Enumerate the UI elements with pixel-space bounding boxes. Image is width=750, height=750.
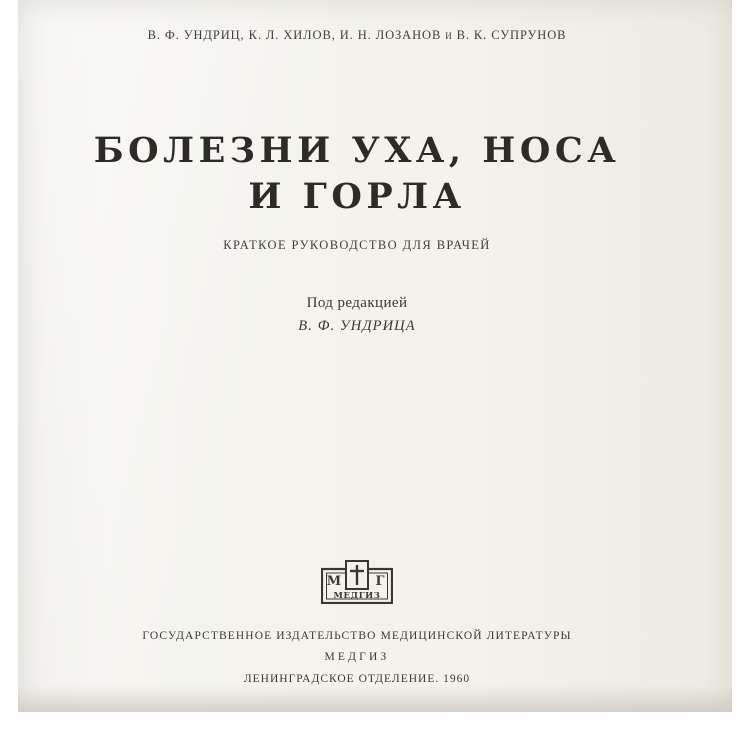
editor-label: Под редакцией [306, 295, 408, 311]
imprint-publisher-short: МЕДГИЗ [324, 651, 390, 664]
imprint-publisher: ГОСУДАРСТВЕННОЕ ИЗДАТЕЛЬСТВО МЕДИЦИНСКОЙ ЛИТЕРАТУРЫ [142, 630, 572, 642]
editor-block [0, 292, 714, 338]
editor-name: В. Ф. УНДРИЦА [298, 318, 416, 335]
book-title-line-1: БОЛЕЗНИ УХА, НОСА [93, 130, 621, 171]
book-title-line-2: И ГОРЛА [248, 176, 466, 218]
book-subtitle: КРАТКОЕ РУКОВОДСТВО ДЛЯ ВРАЧЕЙ [223, 238, 491, 252]
svg-text:Г: Г [375, 574, 385, 589]
page-bottom-margin [0, 712, 750, 750]
imprint-block [0, 626, 714, 690]
svg-text:МЕДГИЗ: МЕДГИЗ [333, 591, 381, 601]
svg-text:М: М [326, 574, 342, 589]
authors-line: В. Ф. УНДРИЦ, К. Л. ХИЛОВ, И. Н. ЛОЗАНОВ и В. К. СУПРУНОВ [147, 28, 567, 42]
book-title [0, 128, 714, 220]
medgiz-publisher-logo-icon [321, 560, 393, 604]
imprint-branch-year: ЛЕНИНГРАДСКОЕ ОТДЕЛЕНИЕ. 1960 [243, 672, 471, 685]
